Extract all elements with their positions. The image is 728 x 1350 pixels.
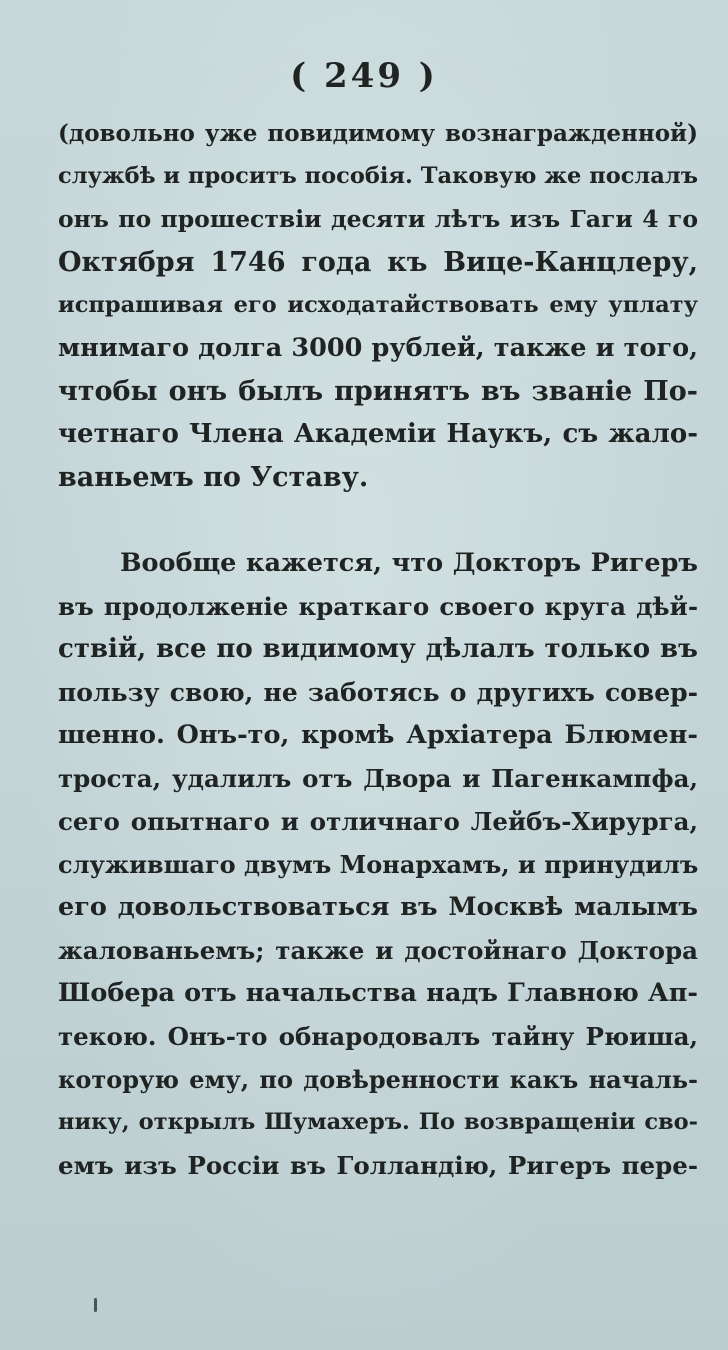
text-line: ствій, все по видимому дѣлалъ только въ: [58, 634, 698, 664]
text-line: его довольствоваться въ Москвѣ малымъ: [58, 892, 698, 922]
text-line: онъ по прошествіи десяти лѣтъ изъ Гаги 4 го: [58, 205, 698, 233]
text-line: служившаго двумъ Монархамъ, и принудилъ: [58, 850, 699, 879]
text-line: въ продолженіе краткаго своего круга дѣй-: [58, 592, 698, 621]
page-number: ( 249 ): [290, 56, 438, 96]
text-line: емъ изъ Россіи въ Голландію, Ригеръ пере-: [58, 1151, 698, 1180]
paper-speck: [94, 1298, 97, 1312]
text-line: Шобера отъ начальства надъ Главною Ап-: [58, 978, 698, 1008]
text-line: Октября 1746 года къ Вице-Канцлеру,: [58, 247, 698, 278]
text-line: нику, открылъ Шумахеръ. По возвращеніи сво-: [58, 1109, 698, 1135]
text-line: четнаго Члена Академіи Наукъ, съ жало-: [58, 419, 698, 449]
text-line: испрашивая его исходатайствовать ему уплату: [58, 292, 698, 318]
paragraph: [58, 542, 698, 1187]
text-line: Вообще кажется, что Докторъ Ригеръ: [120, 548, 698, 578]
text-line: текою. Онъ-то обнародовалъ тайну Рюиша,: [58, 1022, 698, 1051]
paragraph-continued: [58, 112, 698, 499]
text-line: (довольно уже повидимому вознагражденной): [58, 120, 698, 147]
text-line: троста, удалилъ отъ Двора и Пагенкампфа,: [58, 764, 698, 793]
text-line: службѣ и проситъ пособія. Таковую же послалъ: [58, 163, 698, 189]
text-line: сего опытнаго и отличнаго Лейбъ-Хирурга,: [58, 807, 698, 836]
text-line: жалованьемъ; также и достойнаго Доктора: [58, 936, 698, 965]
text-line: мнимаго долга 3000 рублей, также и того,: [58, 333, 698, 363]
text-line: ваньемъ по Уставу.: [58, 462, 369, 493]
text-line: шенно. Онъ-то, кромѣ Архіатера Блюмен-: [58, 720, 698, 750]
text-line: пользу свою, не заботясь о другихъ совер-: [58, 678, 698, 707]
text-line: которую ему, по довѣренности какъ началь-: [58, 1065, 698, 1094]
text-line: чтобы онъ былъ принятъ въ званіе По-: [58, 376, 698, 407]
